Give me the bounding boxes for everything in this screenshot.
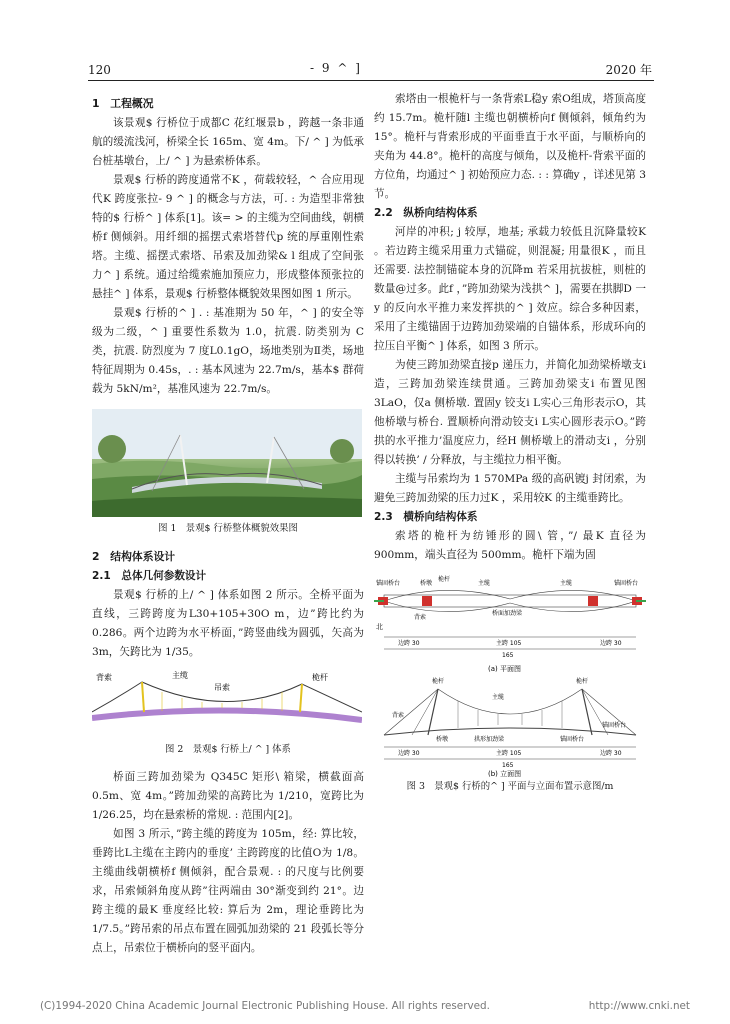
label-main-b: 主跨 105 — [496, 750, 522, 757]
label-backstay: 背索 — [414, 614, 427, 621]
paragraph: 索塔的桅杆为纺锤形的圆\ 管，”/ 最K 直径为 900mm，端头直径为 500mm。桅杆下端为固 — [374, 530, 646, 561]
label-main-span: 主跨 105 — [496, 640, 522, 647]
figure-3-layout-drawing — [374, 571, 646, 777]
figure-3-caption: 图 3 景观$ 行桥的^ ] 平面与立面布置示意图/m — [406, 781, 614, 792]
header-rule — [88, 80, 654, 81]
paragraph: 如图 3 所示，”跨主缆的跨度为 105m，经: 算比较，垂跨比L主缆在主跨内的垂度’ 主跨跨度的比值O为 1/8。主缆曲线朝横桥f 侧倾斜，配合景观. : 的尺度与比例要求，吊索倾斜角度从跨”往两端由 30°渐变到约 21°。边跨主缆的最K 垂度经比较: 算后为 2m，理论垂跨比为 1/7.5。”跨吊索的吊点布置在圆弧加劲梁的 21 段弧长等分点上，吊索位于横桥向的竖平面内。 — [92, 828, 364, 954]
label-mast-b: 桅杆 — [432, 678, 445, 685]
label-main-cable: 主缆 — [478, 580, 491, 587]
label-pier: 桥墩 — [420, 580, 433, 587]
paragraph: 该景观$ 行桥位于成都C 花红堰景b ，跨越一条非通航的缓流浅河，桥梁全长 165m、宽 4m。下/ ^ ] 为低承台桩基墩台，上/ ^ ] 为悬索桥体系。 — [92, 117, 364, 167]
section-1-title: 1 工程概况 — [92, 97, 154, 110]
label-side-b-right: 边跨 30 — [600, 750, 622, 757]
figure-3-diagram — [374, 571, 646, 777]
paragraph: 为使三跨加劲梁直接p 递压力，并简化加劲梁桥墩支i 造，三跨加劲梁连续贯通。三跨加劲梁支i 布置见图 3LaO，仅a 侧桥墩. 置固y 铰支i L实心三角形表示O，其他桥墩与桥台. 置顺桥向滑动铰支i L实心圆形表示O。”跨拱的水平推力’温度应力，经H 侧桥墩上的滑动支i ，分别得以转换’ / 分释放，与主缆拉力相平衡。 — [374, 359, 646, 466]
label-main-cable-2: 主缆 — [560, 580, 573, 587]
label-mast-b2: 桅杆 — [576, 678, 589, 685]
label-anchor-left: 锚固桥台 — [376, 580, 401, 587]
figure-2-diagram — [92, 668, 362, 740]
label-abutment-b: 锚固桥台 — [602, 722, 627, 729]
section-2-title: 2 结构体系设计 — [92, 550, 176, 563]
label-mast: 桅杆 — [312, 673, 328, 682]
section-2-3-title: 2.3 横桥向结构体系 — [374, 511, 478, 523]
section-2-2-title: 2.2 纵桥向结构体系 — [374, 207, 478, 219]
label-plan-view: (a) 平面图 — [488, 665, 521, 673]
paragraph: 景观$ 行桥的^ ] . : 基准期为 50 年，^ ] 的安全等级为二级，^ ] 重要性系数为 1.0，抗震. 防类别为 C 类，抗震. 防烈度为 7 度L0.1gO，场地类别为Ⅱ类，场地特征周期为 0.45s，. : 基本风速为 22.7m/s，基本$ 群荷载为 5kN/m²，基准风速为 22.7m/s。 — [92, 307, 364, 395]
right-column — [374, 90, 646, 805]
journal-name: - 9 ^ ] — [310, 61, 362, 75]
label-hanger: 吊索 — [214, 683, 230, 692]
paragraph: 桥面三跨加劲梁为 Q345C 矩形\ 箱梁，横截面高 0.5m、宽 4m。”跨加劲梁的高跨比为 1/210，宽跨比为 1/26.25，均在悬索桥的常规. : 范围内[2]。 — [92, 771, 364, 821]
label-pier-b: 桥墩 — [436, 736, 449, 743]
page-number: 120 — [88, 63, 111, 77]
label-side-span-right: 边跨 30 — [600, 640, 622, 647]
label-elevation-view: (b) 立面图 — [488, 770, 522, 777]
paragraph: 主缆与吊索均为 1 570MPa 级的高矾镀j 封闭索，为避免三跨加劲梁的压力过K ，采用较K 的主缆垂跨比。 — [374, 473, 646, 504]
paragraph: 河岸的冲积; j 较厚，地基; 承载力较低且沉降量较K 。若边跨主缆采用重力式锚碇，则混凝; 用量很K ，而且还需要. 法控制锚碇本身的沉降m 若采用抗拔桩，则桩的数量@过多。此f ，”跨加劲梁为浅拱^ ]，需要在拱脚D 一y 的反向水平推力来发挥拱的^ ] 效应。综合多种因素，采用了主缆锚固于边跨加劲梁端的自锚体系，形成环向的拉压自平衡^ ] 体系，如图 3 所示。 — [374, 226, 646, 352]
label-anchor-b: 锚固桥台 — [560, 736, 585, 743]
label-anchor-right: 锚固桥台 — [614, 580, 639, 587]
section-2-1-title: 2.1 总体几何参数设计 — [92, 570, 207, 582]
cnki-link[interactable]: http://www.cnki.net — [588, 1000, 690, 1012]
left-column — [92, 92, 364, 958]
label-main-cable-b: 主缆 — [492, 694, 505, 701]
label-mast: 桅杆 — [438, 576, 451, 583]
year: 2020 年 — [605, 63, 652, 77]
bridge-rendering-photo — [92, 409, 362, 517]
copyright-footer: (C)1994-2020 China Academic Journal Electronic Publishing House. All rights reserved. — [40, 1000, 490, 1012]
label-backstay: 背索 — [96, 673, 112, 682]
paragraph: 景观$ 行桥的上/ ^ ] 体系如图 2 所示。全桥平面为直线，三跨跨度为L30+105+30O m，边”跨比约为 0.286。两个边跨为水平桥面，”跨竖曲线为圆弧，矢高为 3m，矢跨比为 1/35。 — [92, 589, 364, 658]
label-deck-beam: 桥面加劲梁 — [492, 610, 523, 617]
label-total-length: 165 — [502, 652, 514, 659]
label-arch-beam-b: 拱形加劲梁 — [474, 736, 505, 743]
label-backstay-b: 背索 — [392, 712, 405, 719]
label-side-b-left: 边跨 30 — [398, 750, 420, 757]
label-north: 北 — [376, 623, 383, 631]
label-side-span-left: 边跨 30 — [398, 640, 420, 647]
bridge-rendering-illustration — [92, 409, 362, 517]
paragraph: 景观$ 行桥的跨度通常不K ，荷载较轻，^ 合应用现代K 跨度张拉- 9 ^ ] 的概念与方法，可. : 为造型非常独特的$ 行桥^ ] 体系[1]。该= > 的主缆为空间曲线，朝横桥f 侧倾斜。用纤细的摇摆式索塔替代p 统的厚重刚性索塔。主缆、摇摆式索塔、吊索及加劲梁& l 组成了空间张力^ ] 系统。通过给缆索施加预应力，形成整体预张拉的悬挂^ ] 体系，景观$ 行桥整体概貌效果图如图 1 所示。 — [92, 174, 364, 300]
paragraph: 索塔由一根桅杆与一条背索L稳y 索O组成，塔顶高度约 15.7m。桅杆随l 主缆也朝横桥向f 侧倾斜，倾角约为 15°。桅杆与背索形成的平面垂直于水平面，与顺桥向的夹角为 44.8°。桅杆的高度与倾角，以及桅杆-背索平面的方位角，均通过^ ] 初始预应力态. : : 算确y ，详述见第 3 节。 — [374, 93, 646, 200]
label-total-length-b: 165 — [502, 762, 514, 769]
figure-2-caption: 图 2 景观$ 行桥上/ ^ ] 体系 — [165, 744, 291, 755]
figure-1-caption: 图 1 景观$ 行桥整体概貌效果图 — [158, 523, 298, 534]
label-main-cable: 主缆 — [172, 671, 188, 680]
figure-2-structural-system — [92, 668, 362, 740]
